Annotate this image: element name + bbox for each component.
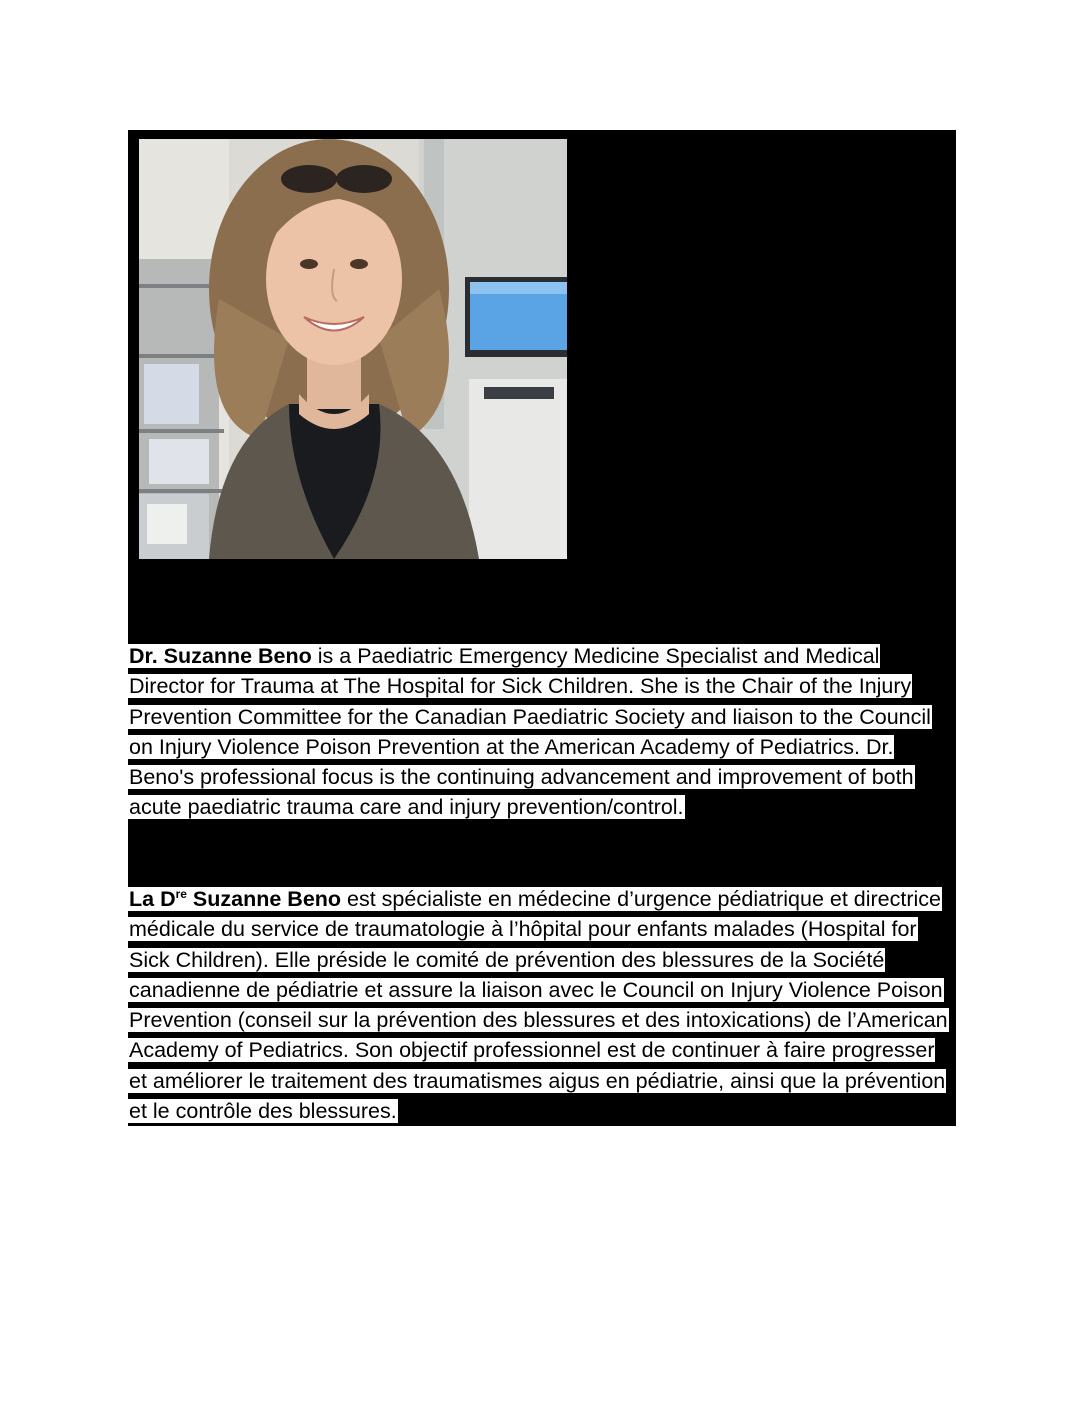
bio-english-text: is a Paediatric Emergency Medicine Specialist and Medical Director for Trauma at The Hospital for Sick Children. She is the Chair of the Injury Prevention Committee for the Canadian Paediatric Society and liaison to the Council on Injury Violence Poison Prevention at the American Academy of Pediatrics. Dr. Beno's professional focus is the continuing advancement and improvement of both acute paediatric trauma care and injury prevention/control.	[129, 644, 931, 820]
bio-english-name: Dr. Suzanne Beno	[129, 644, 312, 668]
bio-french-superscript: re	[175, 887, 187, 901]
portrait-photo	[139, 139, 567, 559]
bio-french-name: Suzanne Beno	[186, 887, 342, 911]
bio-french-text: est spécialiste en médecine d’urgence pédiatrique et directrice médicale du service de traumatologie à l’hôpital pour enfants malades (Hospital for Sick Children). Elle préside le comité de prévention des blessures de la Société canadienne de pédiatrie et assure la liaison avec le Council on Injury Violence Poison Prevention (conseil sur la prévention des blessures et des intoxications) de l’American Academy of Pediatrics. Son objectif professionnel est de continuer à faire progresser et améliorer le traitement des traumatismes aigus en pédiatrie, ainsi que la prévention et le contrôle des blessures.	[129, 887, 948, 1124]
bio-french-prefix: La D	[129, 887, 176, 911]
bio-french	[128, 884, 956, 1126]
bio-english	[128, 641, 956, 823]
